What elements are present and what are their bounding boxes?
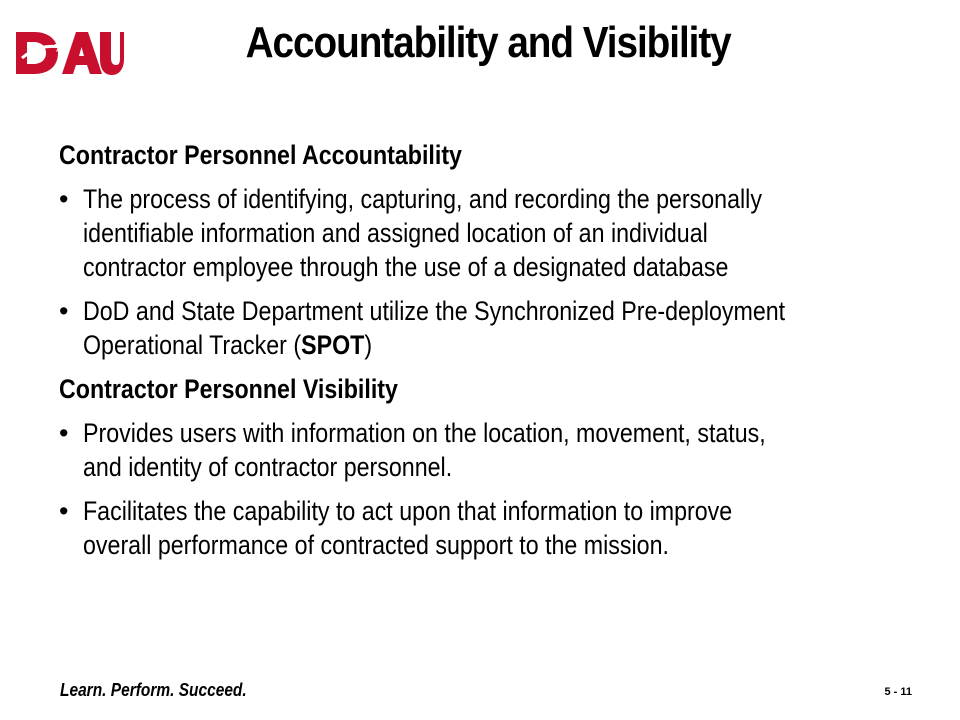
- bullet-dot: •: [59, 496, 69, 526]
- slide-title: Accountability and Visibility: [245, 18, 731, 67]
- bullet-visibility-capability: • Facilitates the capability to act upon that information to improve overall performance of contracted support to the mission.: [59, 496, 733, 560]
- bullet-accountability-definition: • The process of identifying, capturing, and recording the personally identifiable information and assigned location of an individual contractor employee through the use of a designated database: [59, 184, 762, 282]
- footer-tagline: Learn. Perform. Succeed.: [60, 680, 247, 700]
- section-heading-accountability: Contractor Personnel Accountability: [59, 140, 462, 170]
- bullet-visibility-information: • Provides users with information on the location, movement, status, and identity of contractor personnel.: [59, 418, 766, 482]
- bullet-dot: •: [59, 184, 69, 214]
- spot-acronym: SPOT: [301, 330, 365, 360]
- bullet-dot: •: [59, 418, 69, 448]
- slide-body: [59, 138, 959, 572]
- section-heading-visibility: Contractor Personnel Visibility: [59, 374, 398, 404]
- bullet-dot: •: [59, 296, 69, 326]
- page-number: 5 - 11: [884, 686, 912, 698]
- bullet-spot-tracker: • DoD and State Department utilize the Synchronized Pre-deployment Operational Tracker (SPOT): [59, 296, 786, 360]
